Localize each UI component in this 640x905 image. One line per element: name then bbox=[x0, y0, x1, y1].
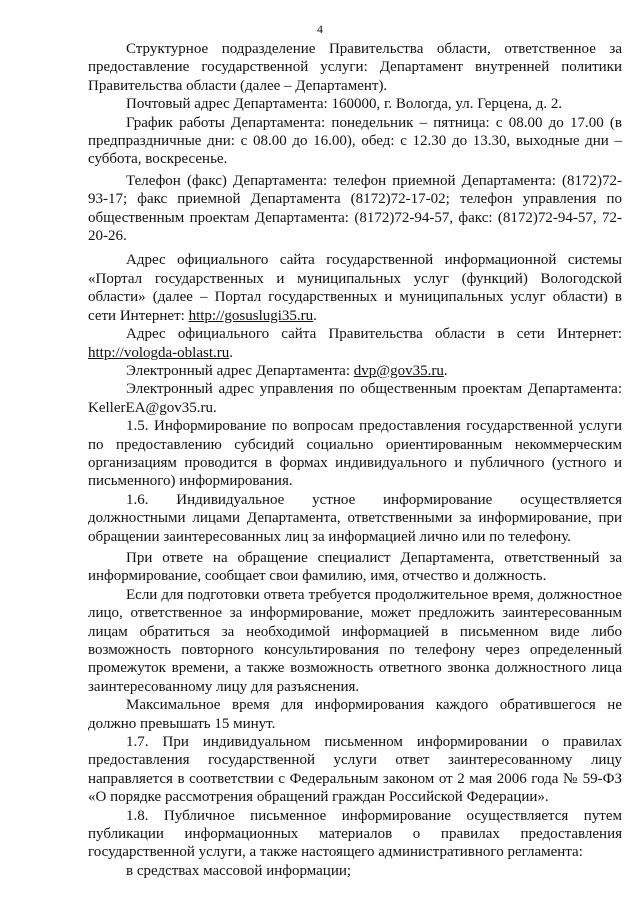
department-email-text: Электронный адрес Департамента: bbox=[126, 362, 354, 379]
paragraph-work-schedule: График работы Департамента: понедельник – пятница: с 08.00 до 17.00 (в предпраздничные дни: с 08.00 до 16.00), обед: с 12.30 до 13.30, выходные дни – суббота, воскресенье. bbox=[88, 114, 622, 168]
gosuslugi-link[interactable]: http://gosuslugi35.ru bbox=[188, 307, 314, 324]
paragraph-1-5: 1.5. Информирование по вопросам предоставления государственной услуги по предоставлению субсидий социально ориентированным некоммерческим организациям проводится в формах индивидуального и публичного (устного и письменного) информирования. bbox=[88, 418, 622, 490]
paragraph-department-email bbox=[88, 362, 622, 380]
paragraph-max-time: Максимальное время для информирования каждого обратившегося не должно превышать 15 минут. bbox=[88, 697, 622, 732]
paragraph-phones: Телефон (факс) Департамента: телефон приемной Департамента: (8172)72-93-17; факс приемной Департамента (8172)72-17-02; телефон управления по общественным проектам Департамента: (8172)72-94-57, факс: (8172)72-94-57, 72-20-26. bbox=[88, 172, 622, 245]
paragraph-long-answer: Если для подготовки ответа требуется продолжительное время, должностное лицо, ответственное за информирование, может предложить заинтересованным лицам обратиться за необходимой информацией в письменном виде либо возможность повторного консультирования по телефону через определенный промежуток времени, а также возможность ответного звонка должностного лица заинтересованному лицу для разъяснения. bbox=[88, 586, 622, 695]
paragraph-projects-email: Электронный адрес управления по общественным проектам Департамента: KellerEA@gov35.ru. bbox=[88, 381, 622, 416]
paragraph-mass-media: в средствах массовой информации; bbox=[126, 862, 352, 879]
paragraph-portal-address bbox=[88, 251, 622, 325]
paragraph-1-7: 1.7. При индивидуальном письменном информировании о правилах предоставления государственной услуги ответ заинтересованному лицу направляется в соответствии с Федеральным законом от 2 мая 2006 года № 59-ФЗ «О порядке рассмотрения обращений граждан Российской Федерации». bbox=[88, 734, 622, 806]
portal-address-end: . bbox=[313, 307, 317, 324]
government-site-text: Адрес официального сайта Правительства области в сети Интернет: bbox=[126, 326, 622, 343]
paragraph-answer: При ответе на обращение специалист Департамента, ответственный за информирование, сообщает свои фамилию, имя, отчество и должность. bbox=[88, 549, 622, 585]
department-email-end: . bbox=[443, 362, 448, 379]
government-site-end: . bbox=[229, 344, 233, 361]
paragraph-1-8: 1.8. Публичное письменное информирование осуществляется путем публикации информационных материалов о правилах предоставления государственной услуги, а также настоящего административного регламента: bbox=[88, 807, 622, 861]
document-body bbox=[88, 40, 622, 880]
page-number: 4 bbox=[317, 22, 323, 36]
vologda-oblast-link[interactable]: http://vologda-oblast.ru bbox=[88, 344, 230, 361]
paragraph-1-6: 1.6. Индивидуальное устное информирование осуществляется должностными лицами Департамента, ответственными за информирование, при обращении заинтересованных лиц за информацией лично или по телефону. bbox=[88, 491, 622, 545]
paragraph-postal-address: Почтовый адрес Департамента: 160000, г. Вологда, ул. Герцена, д. 2. bbox=[126, 96, 563, 113]
paragraph-department-info: Структурное подразделение Правительства области, ответственное за предоставление государственной услуги: Департамент внутренней политики Правительства области (далее – Департамент). bbox=[88, 41, 622, 94]
paragraph-government-site bbox=[88, 325, 622, 362]
portal-address-text: Адрес официального сайта государственной информационной системы «Портал государственных и муниципальных услуг (функций) Вологодской области» (далее – Портал государственных и муниципальных услуг области) в сети Интернет: bbox=[88, 252, 622, 324]
department-email-link[interactable]: dvp@gov35.ru bbox=[353, 362, 444, 379]
